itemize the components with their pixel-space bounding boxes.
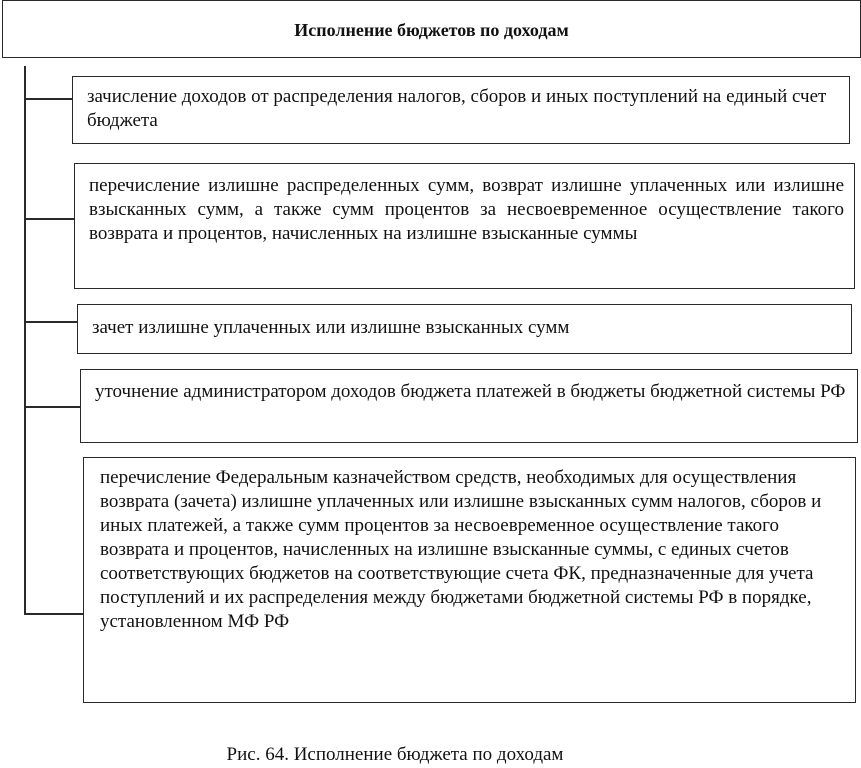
diagram-title: Исполнение бюджетов по доходам [2, 0, 861, 58]
figure-caption: Рис. 64. Исполнение бюджета по доходам [226, 744, 564, 765]
connector-4 [24, 406, 80, 408]
connector-5 [24, 613, 83, 615]
item-box-3: зачет излишне уплаченных или излишне взысканных сумм [77, 304, 852, 354]
connector-2 [24, 218, 74, 220]
item-box-2: перечисление излишне распределенных сумм, возврат излишне уплаченных или излишне взысканных сумм, а также сумм процентов за несвоевременное осуществление такого возврата и процентов, начисленных на излишне взысканные суммы [74, 163, 855, 289]
connector-1 [24, 98, 72, 100]
connector-3 [24, 321, 77, 323]
vertical-connector [24, 66, 26, 614]
item-box-5: перечисление Федеральным казначейством средств, необходимых для осуществления возврата (зачета) излишне уплаченных или излишне взысканных сумм налогов, сборов и иных платежей, а также сумм процентов за несвоевременное осуществление такого возврата и процентов, начисленных на излишне взысканные суммы, с единых счетов соответствующих бюджетов на соответствующие счета ФК, предназначенные для учета поступлений и их распределения между бюджетами бюджетной системы РФ в порядке, установленном МФ РФ [83, 457, 856, 703]
item-box-1: зачисление доходов от распределения налогов, сборов и иных поступлений на единый счет бюджета [72, 76, 850, 144]
item-box-4: уточнение администратором доходов бюджета платежей в бюджеты бюджетной системы РФ [80, 369, 858, 443]
